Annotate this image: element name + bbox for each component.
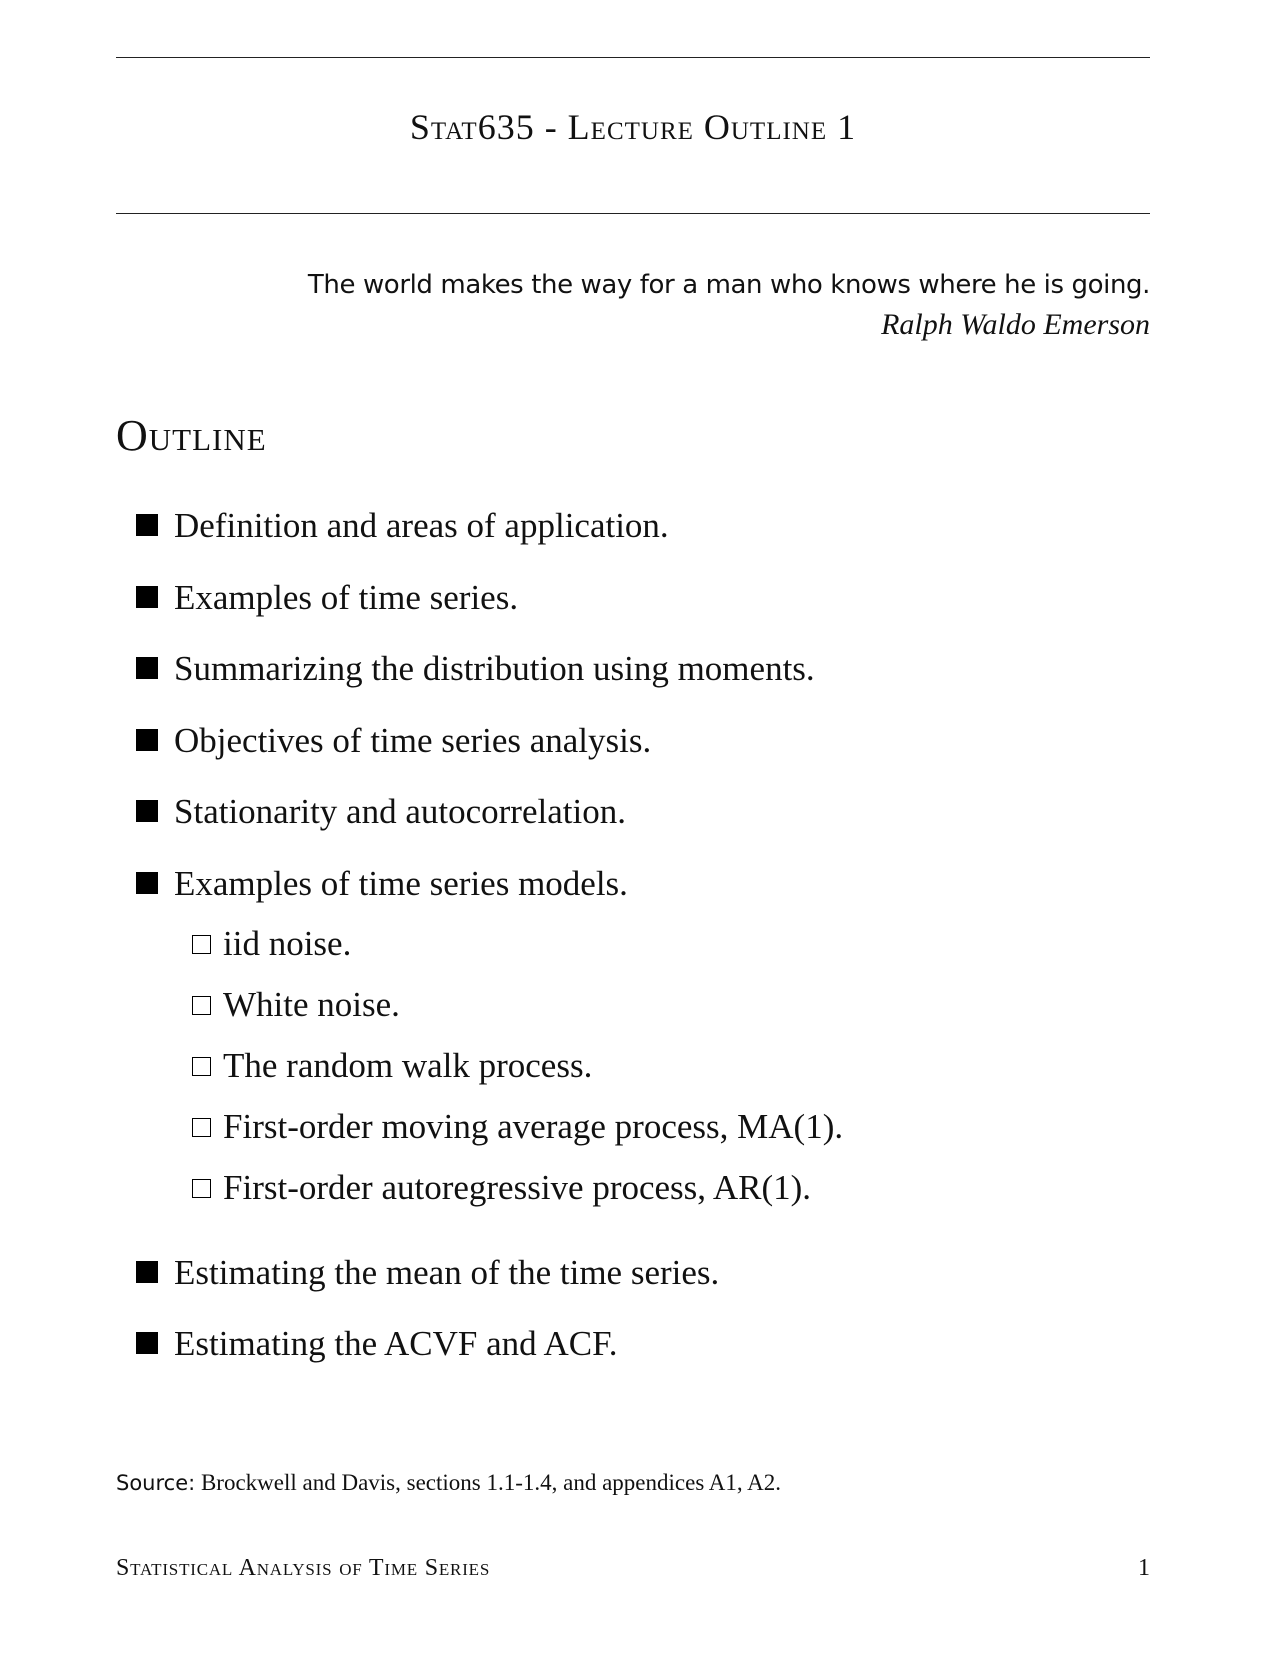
epigraph-author: Ralph Waldo Emerson <box>881 308 1150 341</box>
source-note <box>116 1468 781 1498</box>
sub-list-item-label: White noise. <box>223 984 400 1024</box>
filled-square-bullet-icon <box>136 586 158 608</box>
sub-list-item <box>192 982 843 1043</box>
list-item-label: Summarizing the distribution using moments. <box>174 649 815 688</box>
hollow-square-bullet-icon <box>192 935 211 954</box>
hollow-square-bullet-icon <box>192 1118 211 1137</box>
filled-square-bullet-icon <box>136 729 158 751</box>
list-item-label: Stationarity and autocorrelation. <box>174 792 626 831</box>
sub-list-item <box>192 1165 843 1226</box>
list-item <box>136 718 1136 790</box>
sub-list-item <box>192 921 843 982</box>
sub-list-item <box>192 1104 843 1165</box>
sub-list-item-label: First-order autoregressive process, AR(1). <box>223 1167 812 1207</box>
list-item <box>136 1321 1136 1393</box>
outline-list <box>136 503 1136 1393</box>
header-top-rule <box>116 57 1150 58</box>
section-heading-outline: Outline <box>116 411 267 460</box>
document-title: Stat635 - Lecture Outline 1 <box>409 107 857 147</box>
sub-list-models <box>192 921 843 1226</box>
filled-square-bullet-icon <box>136 1332 158 1354</box>
source-label: Source: <box>116 1471 196 1495</box>
header-bottom-rule <box>116 213 1150 214</box>
source-text: Brockwell and Davis, sections 1.1-1.4, and appendices A1, A2. <box>200 1470 781 1495</box>
sub-list-item-label: First-order moving average process, MA(1). <box>223 1106 844 1146</box>
sub-list-item-label: The random walk process. <box>223 1045 593 1085</box>
list-item <box>136 789 1136 861</box>
list-item-label: Definition and areas of application. <box>174 506 669 545</box>
filled-square-bullet-icon <box>136 1261 158 1283</box>
list-item-label: Examples of time series. <box>174 577 519 617</box>
filled-square-bullet-icon <box>136 800 158 822</box>
hollow-square-bullet-icon <box>192 996 211 1015</box>
epigraph-quote: The world makes the way for a man who knows where he is going. <box>307 270 1150 300</box>
list-item-label: Examples of time series models. <box>174 863 628 903</box>
filled-square-bullet-icon <box>136 514 158 536</box>
list-item <box>136 1250 1136 1322</box>
list-item <box>136 575 1136 647</box>
list-item-label: Estimating the mean of the time series. <box>174 1252 720 1292</box>
list-item <box>136 646 1136 718</box>
page-footer <box>116 1553 1150 1583</box>
list-item <box>136 861 1136 1250</box>
sub-list-item <box>192 1043 843 1104</box>
filled-square-bullet-icon <box>136 872 158 894</box>
footer-course-title: Statistical Analysis of Time Series <box>116 1555 491 1581</box>
sub-list-item-label: iid noise. <box>223 923 352 963</box>
hollow-square-bullet-icon <box>192 1057 211 1076</box>
hollow-square-bullet-icon <box>192 1179 211 1198</box>
list-item-label: Estimating the ACVF and ACF. <box>174 1324 618 1363</box>
list-item <box>136 503 1136 575</box>
page-number: 1 <box>1138 1555 1150 1581</box>
epigraph <box>116 265 1150 345</box>
filled-square-bullet-icon <box>136 657 158 679</box>
list-item-label: Objectives of time series analysis. <box>174 720 652 760</box>
